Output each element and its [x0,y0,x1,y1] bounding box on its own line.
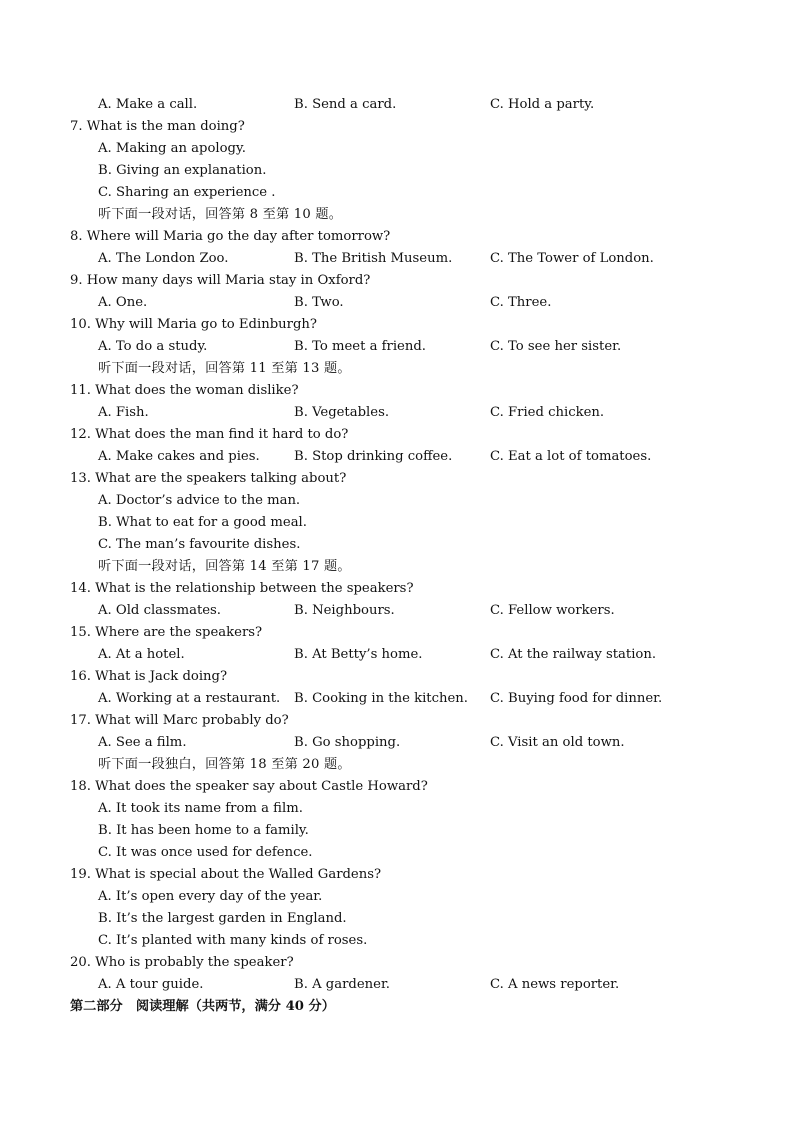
option-a: A. See a film. [98,735,187,750]
question-text: 17. What will Marc probably do? [70,713,289,728]
options-line [0,644,794,666]
options-line [0,930,794,952]
question-line [0,270,794,292]
option-a: A. A tour guide. [98,977,204,992]
option-b: B. To meet a friend. [294,339,426,354]
question-text: 7. What is the man doing? [70,119,245,134]
options-line [0,94,794,116]
option-a: C. It was once used for defence. [98,845,313,860]
question-text: 16. What is Jack doing? [70,669,228,684]
question-text: 13. What are the speakers talking about? [70,471,347,486]
options-line [0,160,794,182]
option-c: C. Eat a lot of tomatoes. [490,449,652,464]
option-c: C. To see her sister. [490,339,622,354]
option-a: A. It’s open every day of the year. [98,889,323,904]
question-text: 11. What does the woman dislike? [70,383,299,398]
section-instruction [0,556,794,578]
option-a: A. Working at a restaurant. [98,691,281,706]
question-line [0,710,794,732]
options-line [0,292,794,314]
option-c: C. Fellow workers. [490,603,615,618]
option-b: B. At Betty’s home. [294,647,423,662]
question-line [0,226,794,248]
question-text: 20. Who is probably the speaker? [70,955,294,970]
option-c: C. At the railway station. [490,647,657,662]
option-a: A. The London Zoo. [98,251,229,266]
option-a: A. Making an apology. [98,141,246,156]
question-line [0,314,794,336]
part-heading-text: 第二部分 阅读理解（共两节，满分 40 分） [70,999,335,1014]
option-a: C. Sharing an experience . [98,185,276,200]
options-line [0,908,794,930]
option-c: C. Visit an old town. [490,735,625,750]
option-a: B. Giving an explanation. [98,163,267,178]
part-heading [0,996,794,1018]
options-line [0,820,794,842]
option-b: B. Cooking in the kitchen. [294,691,468,706]
instruction-text: 听下面一段独白，回答第 18 至第 20 题。 [98,757,351,772]
option-a: C. The man’s favourite dishes. [98,537,301,552]
section-instruction [0,358,794,380]
options-line [0,182,794,204]
question-line [0,116,794,138]
question-line [0,578,794,600]
question-line [0,380,794,402]
options-line [0,886,794,908]
option-b: B. A gardener. [294,977,390,992]
options-line [0,732,794,754]
option-c: C. Three. [490,295,552,310]
section-instruction [0,754,794,776]
question-line [0,424,794,446]
question-line [0,864,794,886]
option-a: A. One. [98,295,148,310]
option-a: C. It’s planted with many kinds of roses. [98,933,368,948]
options-line [0,688,794,710]
section-instruction [0,204,794,226]
question-line [0,666,794,688]
option-c: C. A news reporter. [490,977,620,992]
option-c: C. The Tower of London. [490,251,654,266]
option-a: B. What to eat for a good meal. [98,515,307,530]
options-line [0,446,794,468]
option-a: A. Make a call. [98,97,198,112]
option-a: B. It’s the largest garden in England. [98,911,347,926]
options-line [0,512,794,534]
options-line [0,402,794,424]
option-a: A. Make cakes and pies. [98,449,260,464]
instruction-text: 听下面一段对话，回答第 8 至第 10 题。 [98,207,343,222]
question-text: 19. What is special about the Walled Gardens? [70,867,382,882]
question-line [0,622,794,644]
option-a: A. At a hotel. [98,647,185,662]
options-line [0,974,794,996]
question-line [0,952,794,974]
option-b: B. Vegetables. [294,405,390,420]
options-line [0,842,794,864]
question-text: 8. Where will Maria go the day after tomorrow? [70,229,391,244]
options-line [0,798,794,820]
option-a: A. To do a study. [98,339,208,354]
options-line [0,490,794,512]
question-line [0,468,794,490]
option-b: B. The British Museum. [294,251,453,266]
instruction-text: 听下面一段对话，回答第 14 至第 17 题。 [98,559,351,574]
option-c: C. Fried chicken. [490,405,605,420]
instruction-text: 听下面一段对话，回答第 11 至第 13 题。 [98,361,351,376]
question-text: 18. What does the speaker say about Castle Howard? [70,779,428,794]
question-line [0,776,794,798]
option-c: C. Buying food for dinner. [490,691,663,706]
options-line [0,248,794,270]
exam-page [0,94,794,1018]
option-b: B. Neighbours. [294,603,395,618]
question-text: 12. What does the man find it hard to do? [70,427,349,442]
options-line [0,138,794,160]
options-line [0,534,794,556]
option-b: B. Send a card. [294,97,397,112]
option-a: A. Old classmates. [98,603,222,618]
option-c: C. Hold a party. [490,97,595,112]
options-line [0,336,794,358]
option-b: B. Go shopping. [294,735,401,750]
question-text: 10. Why will Maria go to Edinburgh? [70,317,317,332]
question-text: 15. Where are the speakers? [70,625,263,640]
option-a: A. Fish. [98,405,149,420]
option-b: B. Two. [294,295,344,310]
option-b: B. Stop drinking coffee. [294,449,453,464]
option-a: A. It took its name from a film. [98,801,303,816]
option-a: A. Doctor’s advice to the man. [98,493,301,508]
question-text: 14. What is the relationship between the speakers? [70,581,414,596]
question-text: 9. How many days will Maria stay in Oxford? [70,273,371,288]
options-line [0,600,794,622]
option-a: B. It has been home to a family. [98,823,309,838]
